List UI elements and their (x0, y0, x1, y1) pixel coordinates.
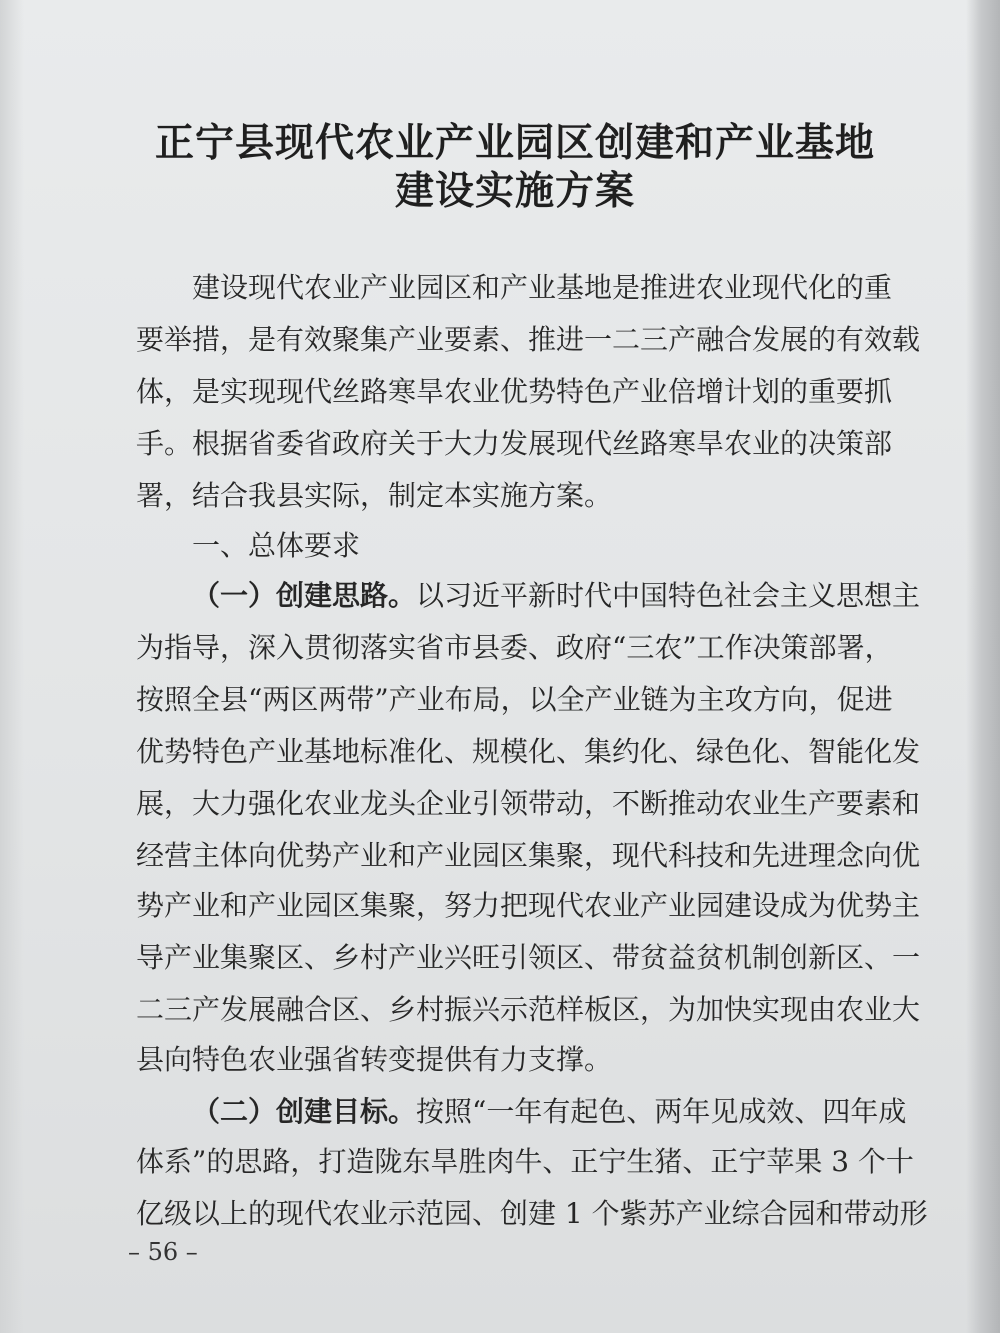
subsection-2-heading: （二）创建目标。 (192, 1095, 417, 1128)
intro-line: 要举措，是有效聚集产业要素、推进一二三产融合发展的有效载 (136, 323, 921, 356)
subsection-1-line: 按照全县“两区两带”产业布局，以全产业链为主攻方向，促进 (136, 683, 893, 716)
subsection-2-line: 按照“一年有起色、两年见成效、四年成 (416, 1095, 907, 1128)
subsection-2-first-line (192, 1094, 906, 1130)
subsection-1-line: 优势特色产业基地标准化、规模化、集约化、绿色化、智能化发 (136, 735, 921, 768)
page-number: – 56 – (128, 1238, 198, 1266)
subsection-1-line: 为指导，深入贯彻落实省市县委、政府“三农”工作决策部署， (136, 631, 893, 664)
subsection-1-line: 展，大力强化农业龙头企业引领带动，不断推动农业生产要素和 (136, 787, 921, 820)
subsection-2-line: 亿级以上的现代农业示范园、创建 1 个紫苏产业综合园和带动形 (136, 1197, 928, 1230)
document-title-line-1: 正宁县现代农业产业园区创建和产业基地 (154, 120, 875, 166)
subsection-1-line: 县向特色农业强省转变提供有力支撑。 (136, 1043, 613, 1076)
page-left-edge-shadow (0, 0, 24, 1333)
subsection-1-heading: （一）创建思路。 (192, 579, 417, 612)
subsection-1-line: 势产业和产业园区集聚，努力把现代农业产业园建设成为优势主 (136, 889, 921, 922)
intro-line: 建设现代农业产业园区和产业基地是推进农业现代化的重 (192, 271, 893, 304)
subsection-1-line: 经营主体向优势产业和产业园区集聚，现代科技和先进理念向优 (136, 839, 921, 872)
subsection-1-line: 导产业集聚区、乡村产业兴旺引领区、带贫益贫机制创新区、一 (136, 941, 921, 974)
subsection-2-line: 体系”的思路，打造陇东旱胜肉牛、正宁生猪、正宁苹果 3 个十 (136, 1145, 914, 1178)
document-title-line-2: 建设实施方案 (394, 168, 635, 214)
intro-line: 体，是实现现代丝路寒旱农业优势特色产业倍增计划的重要抓 (136, 375, 893, 408)
page-binding-shadow (966, 0, 1000, 1333)
intro-line: 手。根据省委省政府关于大力发展现代丝路寒旱农业的决策部 (136, 427, 893, 460)
section-heading: 一、总体要求 (192, 529, 361, 562)
subsection-1-first-line (192, 578, 920, 614)
subsection-1-line: 以习近平新时代中国特色社会主义思想主 (416, 579, 921, 612)
subsection-1-line: 二三产发展融合区、乡村振兴示范样板区，为加快实现由农业大 (136, 993, 921, 1026)
intro-line: 署，结合我县实际，制定本实施方案。 (136, 479, 613, 512)
